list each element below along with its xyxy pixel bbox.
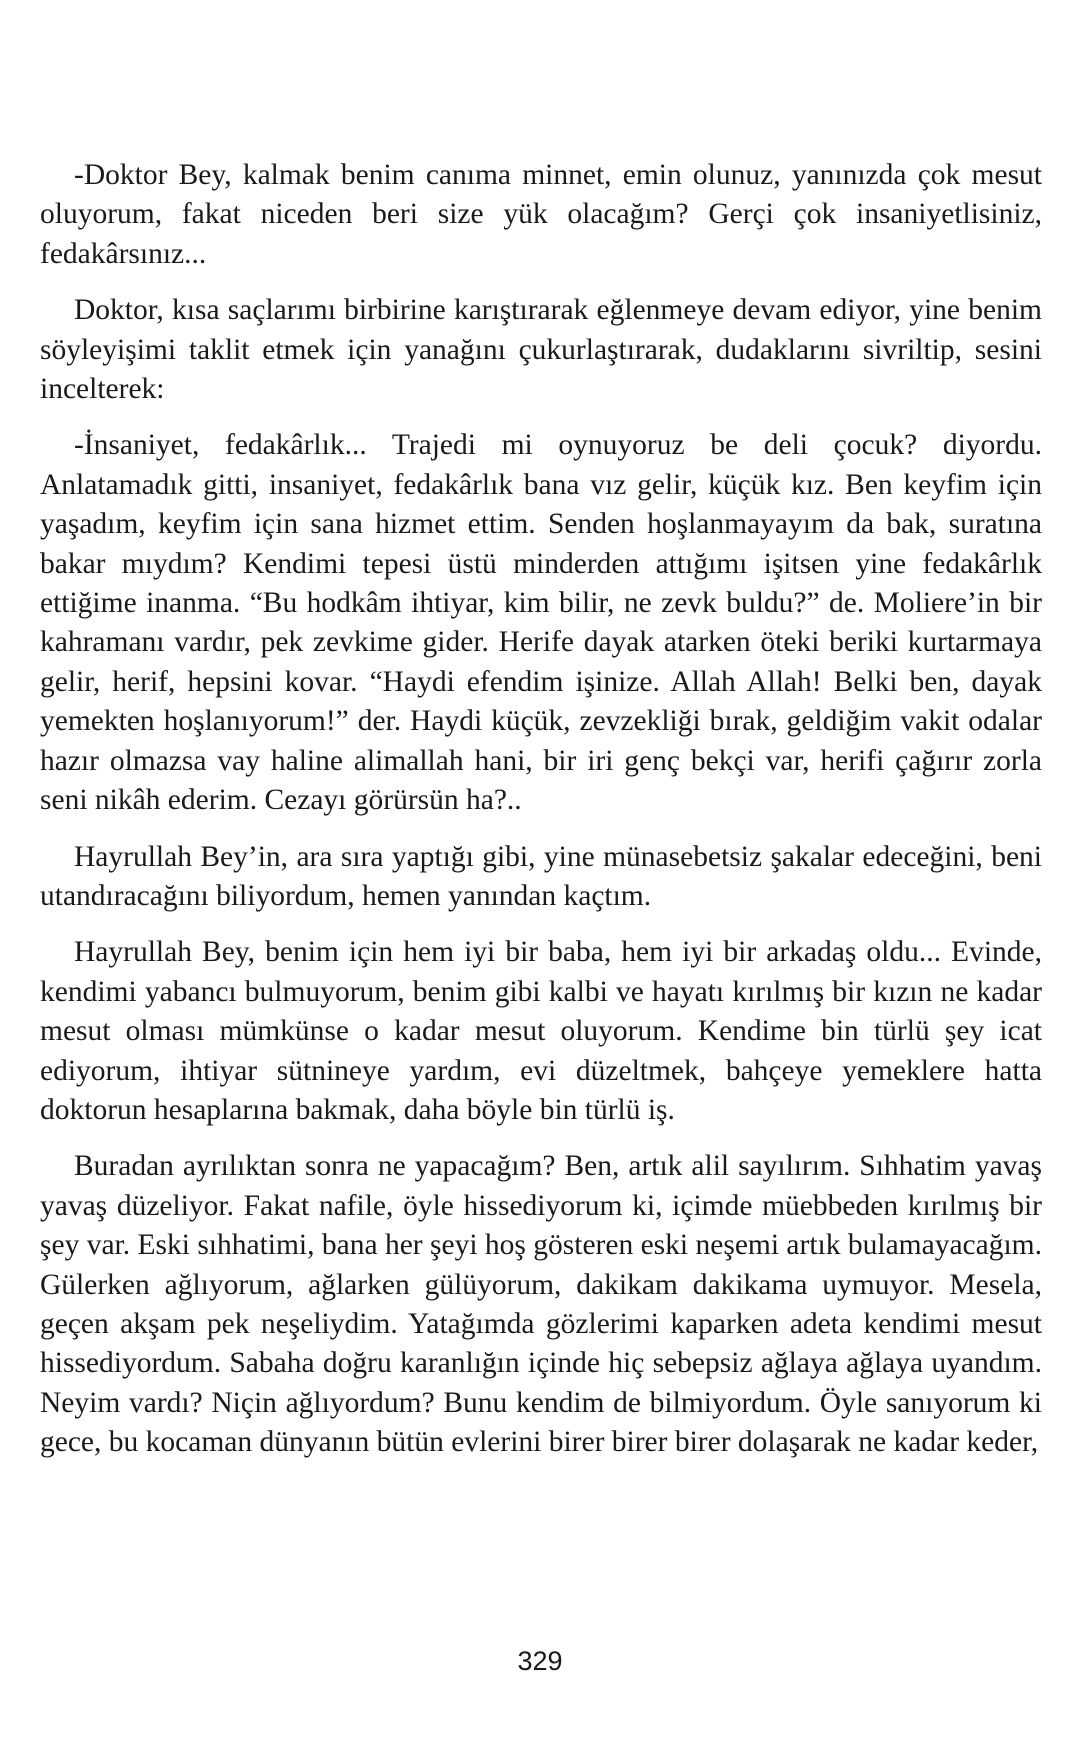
paragraph-2: Doktor, kısa saçlarımı birbirine karıştırarak eğlenmeye devam ediyor, yine benim söyleyişimi taklit etmek için yanağını çukurlaştırarak, dudaklarını sivriltip, sesini incelterek:: [40, 294, 1042, 406]
paragraph-6: Buradan ayrılıktan sonra ne yapacağım? Ben, artık alil sayılırım. Sıhhatim yavaş yavaş düzeliyor. Fakat nafile, öyle hissediyorum ki, içimde müebbeden kırılmış bir şey var. Eski sıhhatimi, bana her şeyi hoş gösteren eski neşemi artık bulamayacağım. Gülerken ağlıyorum, ağlarken gülüyorum, dakikam dakikama uymuyor. Mesela, geçen akşam pek neşeliydim. Yatağımda gözlerimi kaparken adeta kendimi mesut hissediyordum. Sabaha doğru karanlığın içinde hiç sebepsiz ağlaya ağlaya uyandım. Neyim vardı? Niçin ağlıyordum? Bunu kendim de bilmiyordum. Öyle sanıyorum ki gece, bu kocaman dünyanın bütün evlerini birer birer birer dolaşarak ne kadar keder,: [40, 1150, 1042, 1459]
paragraph-1: -Doktor Bey, kalmak benim canıma minnet, emin olunuz, yanınızda çok mesut oluyorum, fakat niceden beri size yük olacağım? Gerçi çok insaniyetlisiniz, fedakârsınız...: [40, 159, 1042, 270]
page-number: 329: [517, 1646, 563, 1676]
paragraph-5: Hayrullah Bey, benim için hem iyi bir baba, hem iyi bir arkadaş oldu... Evinde, kendimi yabancı bulmuyorum, benim gibi kalbi ve hayatı kırılmış bir kızın ne kadar mesut olması mümkünse o kadar mesut oluyorum. Kendime bin türlü şey icat ediyorum, ihtiyar sütnineye yardım, evi düzeltmek, bahçeye yemeklere hatta doktorun hesaplarına bakmak, daha böyle bin türlü iş.: [40, 936, 1042, 1126]
paragraph-3: -İnsaniyet, fedakârlık... Trajedi mi oynuyoruz be deli çocuk? diyordu. Anlatamadık gitti, insaniyet, fedakârlık bana vız gelir, küçük kız. Ben keyfim için yaşadım, keyfim için sana hizmet ettim. Senden hoşlanmayayım da bak, suratına bakar mıydım? Kendimi tepesi üstü minderden attığımı işitsen yine fedakârlık ettiğime inanma. “Bu hodkâm ihtiyar, kim bilir, ne zevk buldu?” de. Moliere’in bir kahramanı vardır, pek zevkime gider. Herife dayak atarken öteki beriki kurtarmaya gelir, herif, hepsini kovar. “Haydi efendim işinize. Allah Allah! Belki ben, dayak yemekten hoşlanıyorum!” der. Haydi küçük, zevzekliği bırak, geldiğim vakit odalar hazır olmazsa vay haline alimallah hani, bir iri genç bekçi var, herifi çağırır zorla seni nikâh ederim. Cezayı görürsün ha?..: [40, 429, 1042, 817]
page-body: [40, 156, 1042, 1480]
paragraph-4: Hayrullah Bey’in, ara sıra yaptığı gibi, yine münasebetsiz şakalar edeceğini, beni utandıracağını biliyordum, hemen yanından kaçtım.: [40, 840, 1042, 912]
